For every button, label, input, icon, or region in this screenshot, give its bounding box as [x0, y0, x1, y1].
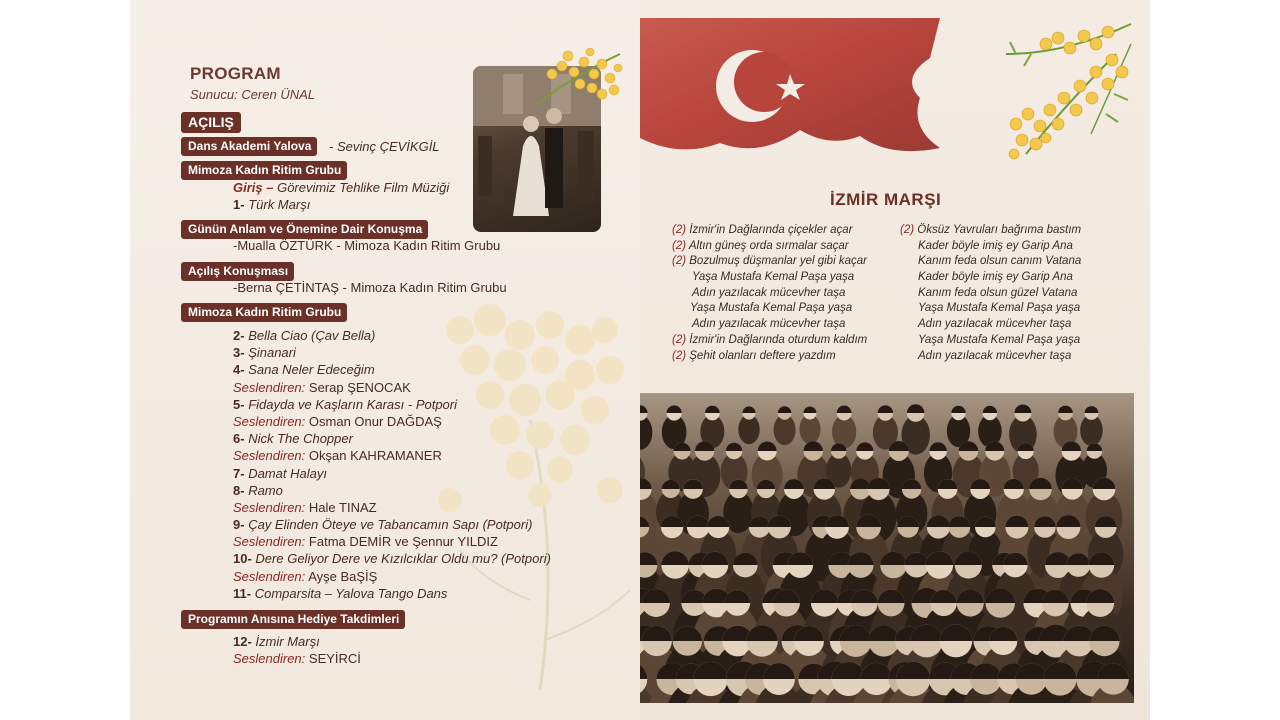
crowd-photo — [640, 393, 1134, 703]
lyric-line: Yaşa Mustafa Kemal Paşa yaşa — [690, 302, 853, 315]
item1-text: Türk Marşı — [248, 197, 311, 212]
list-item: 11- Comparsita – Yalova Tango Dans — [233, 585, 448, 601]
list-item: 3- Şinanari — [233, 345, 296, 361]
anthem-left-column — [672, 224, 867, 365]
lyric-line: (2) Şehit olanları deftere yazdım — [672, 349, 836, 362]
lyric-line: Yaşa Mustafa Kemal Paşa yaşa — [918, 333, 1081, 346]
opening-speech-person: -Berna ÇETİNTAŞ - Mimoza Kadın Ritim Grubu — [233, 280, 507, 295]
dance-person: - Sevinç ÇEVİKGİL — [329, 139, 440, 154]
opening-tag: AÇILIŞ — [181, 112, 241, 133]
mimosa-flower-icon — [532, 44, 624, 116]
list-item: Seslendiren: Fatma DEMİR ve Şennur YILDIZ — [233, 534, 498, 550]
list-item: Seslendiren: Serap ŞENOCAK — [233, 379, 411, 395]
giris-label: Giriş – — [233, 180, 274, 195]
list-item: Seslendiren: Okşan KAHRAMANER — [233, 448, 442, 464]
lyric-line: (2) İzmir'in Dağlarında çiçekler açar — [672, 224, 853, 236]
presenter: Sunucu: Ceren ÜNAL — [190, 87, 316, 102]
list-item: 6- Nick The Chopper — [233, 431, 353, 447]
item1-num: 1- — [233, 197, 245, 212]
list-item: 5- Fidayda ve Kaşların Karası - Potpori — [233, 396, 458, 412]
lyric-line: Adın yazılacak mücevher taşa — [918, 349, 1072, 362]
list-item: Seslendiren: Osman Onur DAĞDAŞ — [233, 413, 442, 429]
lyric-line: Kanım feda olsun güzel Vatana — [918, 286, 1078, 299]
opening-speech-tag: Açılış Konuşması — [181, 262, 294, 281]
list-item: 10- Dere Geliyor Dere ve Kızılcıklar Oldu mu? (Potpori) — [233, 551, 551, 567]
list-item: 2- Bella Ciao (Çav Bella) — [233, 328, 376, 343]
lyric-line: Adın yazılacak mücevher taşa — [918, 318, 1072, 331]
list-item: Seslendiren: Hale TINAZ — [233, 499, 377, 515]
anthem-title: İZMİR MARŞI — [830, 190, 942, 209]
lyric-line: Adın yazılacak mücevher taşa — [692, 286, 846, 299]
lyric-line: Kader böyle imiş ey Garip Ana — [918, 239, 1073, 252]
speech-tag: Günün Anlam ve Önemine Dair Konuşma — [181, 220, 428, 239]
program-items — [233, 328, 593, 603]
list-item: 8- Ramo — [233, 482, 283, 498]
list-item: Seslendiren: Ayşe BaŞİŞ — [233, 568, 378, 584]
list-item: 9- Çay Elinden Öteye ve Tabancamın Sapı (Potpori) — [233, 517, 533, 533]
item12-performer: Seslendiren: SEYİRCİ — [233, 651, 361, 666]
lyric-line: (2) İzmir'in Dağlarında oturdum kaldım — [672, 333, 868, 346]
crowd-illustration — [640, 393, 1134, 703]
item1-line — [233, 197, 310, 212]
lyric-line: (2) Öksüz Yavruları bağrıma bastım — [900, 224, 1082, 236]
mimosa-flower-icon — [996, 14, 1136, 164]
gift-tag: Programın Anısına Hediye Takdimleri — [181, 610, 405, 629]
lyric-line: (2) Bozulmuş düşmanlar yel gibi kaçar — [672, 255, 867, 268]
lyric-line: Kanım feda olsun canım Vatana — [918, 255, 1082, 268]
dance-tag: Dans Akademi Yalova — [181, 137, 317, 156]
program-title: PROGRAM — [190, 64, 281, 83]
giris-line — [233, 180, 449, 195]
lyric-line: (2) Altın güneş orda sırmalar saçar — [672, 239, 849, 252]
speech-person: -Mualla ÖZTÜRK - Mimoza Kadın Ritim Grubu — [233, 238, 501, 253]
mimoza-tag-2: Mimoza Kadın Ritim Grubu — [181, 303, 347, 322]
list-item: 4- Sana Neler Edeceğim — [233, 362, 375, 378]
lyric-line: Yaşa Mustafa Kemal Paşa yaşa — [918, 302, 1081, 315]
lyric-line: Adın yazılacak mücevher taşa — [692, 318, 846, 331]
turkish-flag-icon — [640, 18, 940, 166]
lyric-line: Yaşa Mustafa Kemal Paşa yaşa — [692, 271, 855, 284]
lyric-line: Kader böyle imiş ey Garip Ana — [918, 271, 1073, 284]
item12-line: 12- İzmir Marşı — [233, 634, 320, 649]
anthem-right-column — [900, 224, 1081, 365]
mimoza-tag-1: Mimoza Kadın Ritim Grubu — [181, 161, 347, 180]
list-item: 7- Damat Halayı — [233, 465, 327, 481]
giris-text: Görevimiz Tehlike Film Müziği — [277, 180, 450, 195]
